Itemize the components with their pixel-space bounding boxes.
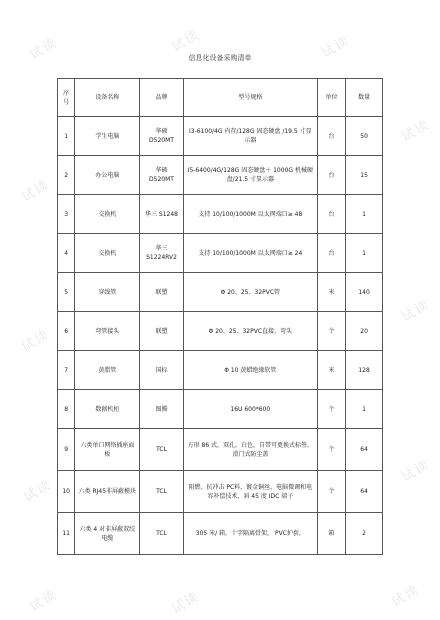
table-row	[58, 312, 383, 351]
cell-brand: 华三 S1224RV2	[140, 234, 183, 273]
table-row	[58, 117, 383, 156]
table-row	[58, 429, 383, 471]
table-row	[58, 390, 383, 429]
cell-unit: 台	[317, 234, 345, 273]
cell-unit: 个	[317, 312, 345, 351]
cell-qty: 20	[346, 312, 383, 351]
watermark: 试读	[21, 477, 55, 506]
document-title: 信息化设备采购清单	[188, 54, 252, 62]
cell-qty: 1	[346, 390, 383, 429]
cell-qty: 64	[346, 429, 383, 471]
header-spec: 型号规格	[183, 79, 317, 117]
watermark: 试读	[399, 297, 433, 326]
cell-no: 2	[58, 156, 75, 195]
cell-unit: 台	[317, 195, 345, 234]
cell-name: 交换机	[75, 234, 140, 273]
cell-spec: Φ 10 黄蜡绝缘软管	[183, 351, 317, 390]
cell-spec: 阻燃、抗冲击 PC料，镀金铜丝，电脑微调和电容补偿技术，斜 45 度 IDC 端子	[183, 471, 317, 513]
watermark: 试读	[27, 587, 61, 616]
cell-qty: 1	[346, 195, 383, 234]
table-row	[58, 471, 383, 513]
cell-name: 六类 4 对非屏蔽双绞电缆	[75, 513, 140, 555]
cell-name: 办公电脑	[75, 156, 140, 195]
cell-no: 7	[58, 351, 75, 390]
cell-unit: 箱	[317, 513, 345, 555]
cell-name: 黄腊管	[75, 351, 140, 390]
cell-no: 3	[58, 195, 75, 234]
cell-no: 4	[58, 234, 75, 273]
cell-brand: 国标	[140, 351, 183, 390]
cell-no: 11	[58, 513, 75, 555]
cell-name: 学生电脑	[75, 117, 140, 156]
cell-no: 1	[58, 117, 75, 156]
table-row	[58, 234, 383, 273]
cell-spec: 方形 86 式，双孔，白色，自带可更换式标签，滑门式防尘盖	[183, 429, 317, 471]
cell-qty: 2	[346, 513, 383, 555]
cell-brand: 华硕 D520MT	[140, 117, 183, 156]
cell-no: 10	[58, 471, 75, 513]
watermark: 试读	[19, 177, 53, 206]
cell-brand: TCL	[140, 429, 183, 471]
cell-brand: 联塑	[140, 273, 183, 312]
watermark: 试读	[27, 35, 61, 64]
cell-brand: TCL	[140, 471, 183, 513]
cell-name: 穿线管	[75, 273, 140, 312]
cell-brand: 联塑	[140, 312, 183, 351]
watermark: 试读	[169, 589, 203, 618]
watermark: 试读	[169, 27, 203, 56]
cell-unit: 台	[317, 117, 345, 156]
cell-no: 5	[58, 273, 75, 312]
table-row	[58, 273, 383, 312]
cell-unit: 个	[317, 390, 345, 429]
cell-brand: 华硕 D520MT	[140, 156, 183, 195]
cell-brand: 图腾	[140, 390, 183, 429]
cell-qty: 15	[346, 156, 383, 195]
cell-unit: 米	[317, 273, 345, 312]
cell-brand: TCL	[140, 513, 183, 555]
cell-no: 9	[58, 429, 75, 471]
cell-unit: 台	[317, 156, 345, 195]
cell-unit: 个	[317, 429, 345, 471]
cell-spec: Φ 20、25、32PVC管	[183, 273, 317, 312]
cell-qty: 128	[346, 351, 383, 390]
cell-spec: I5-6400/4G/128G 固态硬盘＋ 1000G 机械硬盘/21.5 寸显示器	[183, 156, 317, 195]
cell-unit: 个	[317, 471, 345, 513]
watermark: 试读	[19, 327, 53, 356]
watermark: 试读	[399, 457, 433, 486]
cell-spec: Φ 20、25、32PVC直接、弯头	[183, 312, 317, 351]
cell-qty: 50	[346, 117, 383, 156]
watermark: 试读	[389, 582, 423, 611]
watermark: 试读	[319, 33, 353, 62]
header-brand: 品牌	[140, 79, 183, 117]
table-row	[58, 351, 383, 390]
cell-qty: 140	[346, 273, 383, 312]
cell-name: 六类单口网络插座面板	[75, 429, 140, 471]
table-row	[58, 156, 383, 195]
cell-no: 8	[58, 390, 75, 429]
cell-name: 数据机柜	[75, 390, 140, 429]
cell-name: 六类 RJ45非屏蔽模块	[75, 471, 140, 513]
watermark: 试读	[399, 117, 433, 146]
cell-unit: 米	[317, 351, 345, 390]
header-qty: 数量	[346, 79, 383, 117]
cell-spec: 支持 10/100/1000M 以太网端口≥ 24	[183, 234, 317, 273]
cell-spec: 305 米/ 箱，十字隔离骨架， PVC护套，	[183, 513, 317, 555]
header-name: 设备名称	[75, 79, 140, 117]
table-row	[58, 513, 383, 555]
cell-qty: 1	[346, 234, 383, 273]
cell-name: 弯管接头	[75, 312, 140, 351]
cell-qty: 64	[346, 471, 383, 513]
table-row	[58, 195, 383, 234]
header-no: 序号	[58, 79, 75, 117]
cell-spec: 16U 600*600	[183, 390, 317, 429]
table-header-row	[58, 79, 383, 117]
header-unit: 单位	[317, 79, 345, 117]
cell-no: 6	[58, 312, 75, 351]
cell-spec: I3-6100/4G 内存/128G 固态硬盘 /19.5 寸显示器	[183, 117, 317, 156]
cell-brand: 华三 S1248	[140, 195, 183, 234]
cell-name: 交换机	[75, 195, 140, 234]
cell-spec: 支持 10/100/1000M 以太网端口≥ 48	[183, 195, 317, 234]
procurement-table	[57, 78, 383, 555]
